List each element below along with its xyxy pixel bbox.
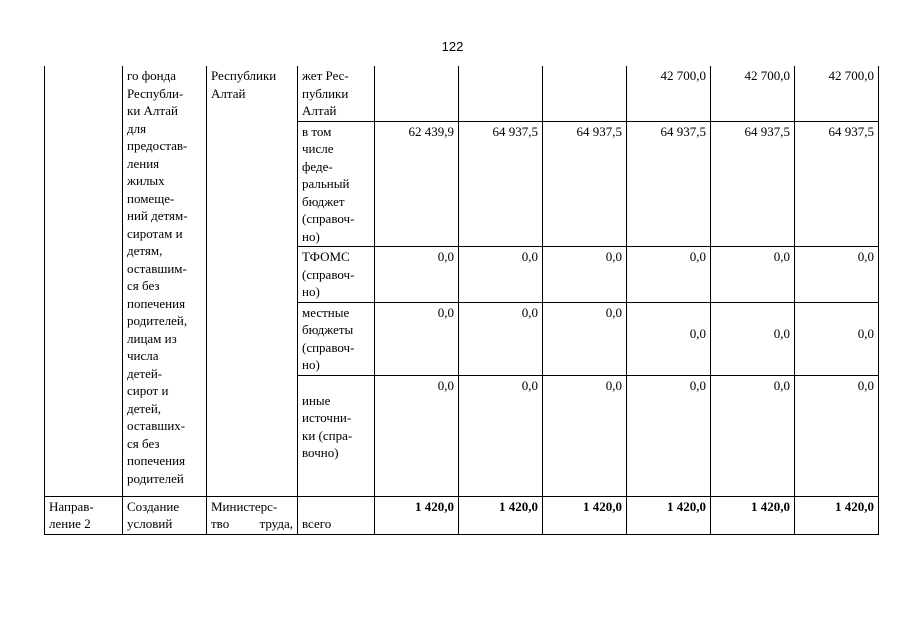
value-cell: 62 439,9: [375, 121, 459, 247]
executor-cell: Республики Алтай: [207, 66, 298, 496]
value-cell: 0,0: [711, 247, 795, 303]
value-cell: 0,0: [627, 247, 711, 303]
value-cell: [375, 66, 459, 121]
direction-cell: [45, 66, 123, 496]
executor-word: тво: [211, 516, 230, 531]
value-cell: 64 937,5: [711, 121, 795, 247]
table-row: [45, 66, 879, 121]
value-cell: 1 420,0: [543, 496, 627, 534]
value-cell: 0,0: [543, 302, 627, 375]
value-cell: [459, 66, 543, 121]
source-cell: жет Рес- публики Алтай: [298, 66, 375, 121]
source-cell: ТФОМС (справоч- но): [298, 247, 375, 303]
budget-table: [44, 66, 879, 535]
source-cell: всего: [298, 496, 375, 534]
value-cell: [543, 66, 627, 121]
value-cell: 0,0: [627, 375, 711, 496]
executor-word: труда,: [259, 516, 293, 531]
value-cell: 42 700,0: [795, 66, 879, 121]
value-cell: 1 420,0: [627, 496, 711, 534]
source-cell: местные бюджеты (справоч- но): [298, 302, 375, 375]
value-cell: 42 700,0: [627, 66, 711, 121]
event-name-cell: Создание условий: [123, 496, 207, 534]
executor-line: [211, 515, 293, 533]
value-cell: 0,0: [795, 302, 879, 375]
value-cell: 0,0: [627, 302, 711, 375]
value-cell: 1 420,0: [795, 496, 879, 534]
executor-line: Министерс-: [211, 498, 278, 514]
value-cell: 0,0: [459, 302, 543, 375]
value-cell: 0,0: [459, 247, 543, 303]
value-cell: 0,0: [795, 247, 879, 303]
event-name-cell: го фонда Республи- ки Алтай для предостав- ления жилых помеще- ний детям- сиротам и детям, оставшим- ся без попечения родителей, лицам из числа детей- сирот и детей, оставших- ся без попечения родителей: [123, 66, 207, 496]
value-cell: 0,0: [375, 375, 459, 496]
source-cell: в том числе феде- ральный бюджет (справоч- но): [298, 121, 375, 247]
value-cell: 0,0: [795, 375, 879, 496]
value-cell: 0,0: [459, 375, 543, 496]
value-cell: 0,0: [375, 302, 459, 375]
value-cell: 0,0: [543, 247, 627, 303]
value-cell: 0,0: [543, 375, 627, 496]
value-cell: 64 937,5: [627, 121, 711, 247]
value-cell: 64 937,5: [543, 121, 627, 247]
value-cell: 0,0: [375, 247, 459, 303]
value-cell: 0,0: [711, 302, 795, 375]
value-cell: 0,0: [711, 375, 795, 496]
executor-cell: [207, 496, 298, 534]
value-cell: 64 937,5: [795, 121, 879, 247]
direction-cell: Направ- ление 2: [45, 496, 123, 534]
page-number: 122: [441, 39, 464, 54]
value-cell: 1 420,0: [459, 496, 543, 534]
value-cell: 42 700,0: [711, 66, 795, 121]
value-cell: 64 937,5: [459, 121, 543, 247]
table-row: [45, 496, 879, 534]
value-cell: 1 420,0: [375, 496, 459, 534]
source-cell: иные источни- ки (спра- вочно): [298, 375, 375, 496]
value-cell: 1 420,0: [711, 496, 795, 534]
